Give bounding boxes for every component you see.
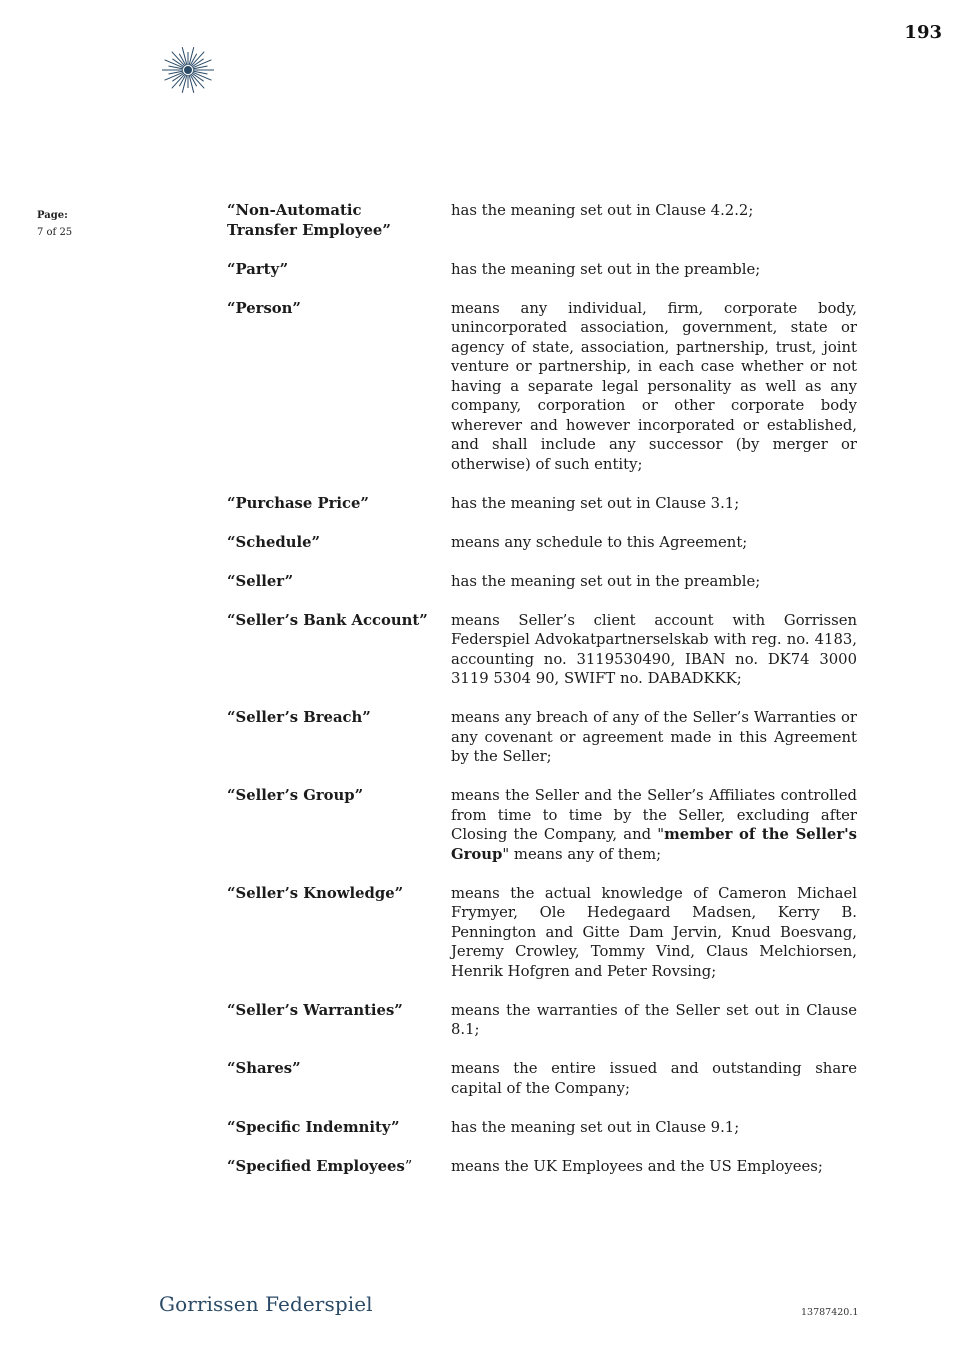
definition-row bbox=[227, 1059, 857, 1098]
definition-row bbox=[227, 533, 857, 553]
definition-row bbox=[227, 1157, 857, 1177]
definition-row bbox=[227, 299, 857, 475]
firm-name: Gorrissen Federspiel bbox=[159, 1292, 373, 1316]
definition-meaning: means the entire issued and outstanding share capital of the Company; bbox=[451, 1060, 857, 1097]
page-indicator-label: Page: bbox=[37, 210, 68, 221]
definition-meaning: means any individual, firm, corporate body, unincorporated association, government, state or agency of state, association, partnership, trust, joint venture or partnership, in each case whether or not having a separate legal personality as well as any company, corporation or other corporate body wherever and however incorporated or established, and shall include any successor (by merger or otherwise) of such entity; bbox=[451, 299, 857, 473]
definition-row bbox=[227, 884, 857, 982]
definition-term: “Seller’s Bank Account” bbox=[227, 611, 428, 629]
definition-meaning-text: means the Seller and the Seller’s Affiliates controlled from time to time by the Seller, excluding after Closing the Company, and " bbox=[451, 787, 857, 843]
definition-meaning bbox=[451, 786, 857, 864]
definition-term: “Seller’s Knowledge” bbox=[227, 884, 404, 902]
definition-meaning: has the meaning set out in the preamble; bbox=[451, 572, 761, 590]
sunburst-logo-icon bbox=[158, 44, 218, 96]
definition-term bbox=[227, 1157, 451, 1177]
definition-meaning: has the meaning set out in Clause 3.1; bbox=[451, 494, 740, 512]
definition-term: “Schedule” bbox=[227, 533, 321, 551]
definition-row bbox=[227, 494, 857, 514]
definition-meaning-text: " means any of them; bbox=[502, 845, 662, 863]
definition-term: “Person” bbox=[227, 299, 301, 317]
definition-row bbox=[227, 260, 857, 280]
definition-row bbox=[227, 572, 857, 592]
document-id: 13787420.1 bbox=[801, 1307, 859, 1318]
definition-meaning: means any schedule to this Agreement; bbox=[451, 533, 748, 551]
definition-term: “Specific Indemnity” bbox=[227, 1118, 400, 1136]
definition-term-quote: ” bbox=[404, 1157, 413, 1175]
definition-meaning: has the meaning set out in Clause 4.2.2; bbox=[451, 202, 754, 219]
definition-term: “Seller’s Breach” bbox=[227, 709, 371, 726]
definition-meaning-emphasis: member of the Seller's Group bbox=[451, 826, 857, 863]
definition-term: “Shares” bbox=[227, 1060, 301, 1077]
definition-row bbox=[227, 708, 857, 767]
definitions-list bbox=[227, 201, 857, 1196]
definition-term: “Party” bbox=[227, 260, 289, 278]
definition-term: “Seller’s Warranties” bbox=[227, 1001, 403, 1019]
definition-meaning: means the actual knowledge of Cameron Michael Frymyer, Ole Hedegaard Madsen, Kerry B. Pennington and Gitte Dam Jervin, Knud Boesvang, Jeremy Crowley, Tommy Vind, Claus Melchiorsen, Henrik Hofgren and Peter Rovsing; bbox=[451, 884, 857, 980]
definition-meaning: means any breach of any of the Seller’s Warranties or any covenant or agreement made in this Agreement by the Seller; bbox=[451, 709, 857, 765]
definition-term: “Non-Automatic Transfer Employee” bbox=[227, 202, 391, 239]
definition-row bbox=[227, 201, 857, 240]
definition-row bbox=[227, 1118, 857, 1138]
definition-term-text: “Specified Employees bbox=[227, 1157, 405, 1175]
page-indicator-value: 7 of 25 bbox=[37, 227, 73, 238]
definition-term: “Seller’s Group” bbox=[227, 787, 364, 804]
definition-meaning: means the UK Employees and the US Employees; bbox=[451, 1157, 823, 1175]
definition-term: “Seller” bbox=[227, 572, 294, 590]
definition-meaning: means Seller’s client account with Gorrissen Federspiel Advokatpartnerselskab with reg. no. 4183, accounting no. 3119530490, IBAN no. DK74 3000 3119 5304 90, SWIFT no. DABADKKK; bbox=[451, 611, 857, 687]
definition-row bbox=[227, 786, 857, 864]
definition-meaning: has the meaning set out in Clause 9.1; bbox=[451, 1118, 740, 1136]
page-indicator bbox=[37, 207, 72, 241]
definition-row bbox=[227, 611, 857, 689]
definition-meaning: means the warranties of the Seller set out in Clause 8.1; bbox=[451, 1001, 857, 1038]
definition-term: “Purchase Price” bbox=[227, 494, 369, 512]
definition-meaning: has the meaning set out in the preamble; bbox=[451, 260, 761, 278]
definition-row bbox=[227, 1001, 857, 1040]
page-number: 193 bbox=[904, 22, 942, 43]
